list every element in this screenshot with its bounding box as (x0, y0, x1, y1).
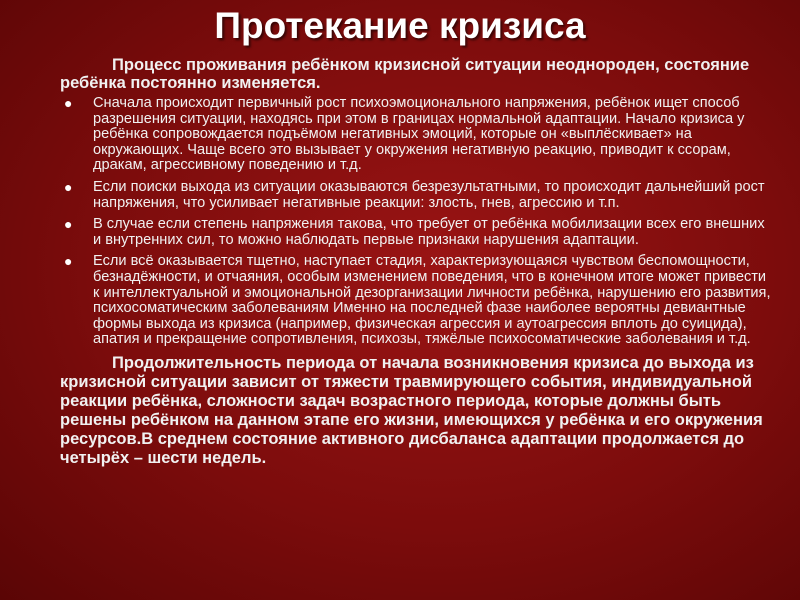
bullet-text: Если поиски выхода из ситуации оказываются безрезультатными, то происходит дальнейший рост напряжения, что усиливает негативные реакции: злость, гнев, агрессию и т.п. (93, 178, 765, 211)
bullet-text: Сначала происходит первичный рост психоэмоционального напряжения, ребёнок ищет способ разрешения ситуации, находясь при этом в границах нормальной адаптации. Начало кризиса у ребёнка сопровождается подъёмом негативных эмоций, которые он «выплёскивает» на окружающих. Чаще всего это вызывает у окружения негативную реакцию, приводит к ссорам, дракам, агрессивному поведению и т.д. (93, 95, 745, 174)
bullet-icon: ● (64, 178, 73, 195)
conclusion-paragraph: Продолжительность периода от начала возникновения кризиса до выхода из кризисной ситуации зависит от тяжести травмирующего события, индивидуальной реакции ребёнка, сложности задач возрастного периода, которые должны быть решены ребёнком на данном этапе его жизни, имеющихся у ребёнка и его окружения ресурсов.В среднем состояние активного дисбаланса адаптации продолжается до четырёх – шести недель. (60, 353, 763, 467)
bullet-icon: ● (64, 253, 73, 270)
bullet-item (60, 96, 775, 174)
bullet-text: В случае если степень напряжения такова, что требует от ребёнка мобилизации всех его внешних и внутренних сил, то можно наблюдать первые признаки нарушения адаптации. (93, 216, 765, 248)
bullet-item (60, 254, 775, 348)
bullet-text: Если всё оказывается тщетно, наступает стадия, характеризующаяся чувством беспомощности, безнадёжности, и отчаяния, особым изменением поведения, что в конечном итоге может привести к интеллектуальной и эмоциональной дезорганизации личности ребёнка, нарушению его развития, психосоматическим заболеваниям Именно на последней фазе наиболее вероятны девиантные формы выхода из кризиса (например, физическая агрессия и аутоагрессия вплоть до суицида), апатия и прекращение сопротивления, психозы, тяжёлые психосоматические заболевания и т.д. (93, 253, 771, 348)
slide-content (60, 56, 775, 468)
bullet-icon: ● (64, 216, 73, 233)
bullet-icon: ● (64, 95, 73, 111)
slide-title: Протекание кризиса (214, 5, 586, 46)
bullet-item (60, 217, 775, 248)
bullet-list (60, 96, 775, 348)
bullet-item (60, 180, 775, 211)
intro-paragraph: Процесс проживания ребёнком кризисной ситуации неоднороден, состояние ребёнка постоянно изменяется. (60, 56, 750, 92)
